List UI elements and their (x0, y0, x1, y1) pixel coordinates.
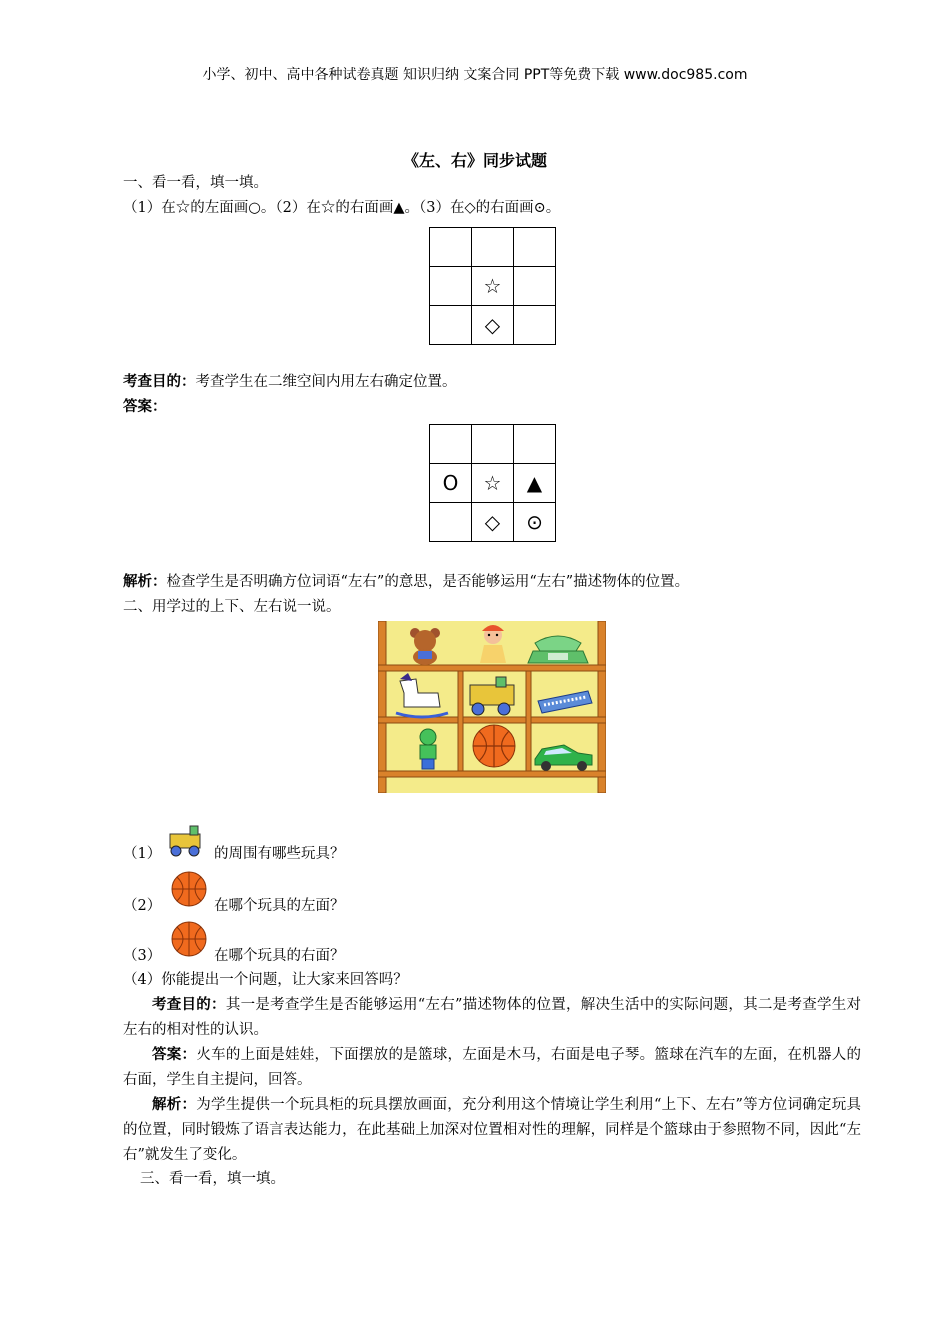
analysis-label: 解析： (123, 574, 167, 590)
grid-cell (430, 503, 472, 542)
circle-cell: O (430, 464, 472, 503)
q4-text: （4）你能提出一个问题，让大家来回答吗？ (123, 972, 408, 988)
analysis-text: 为学生提供一个玩具柜的玩具摆放画面，充分利用这个情境让学生利用“上下、左右”等方位词确定玩具的位置，同时锻炼了语言表达能力，在此基础上加深对位置相对性的理解，同样是个篮球由于参照物不同，因此“左右”就发生了变化。 (123, 1097, 861, 1163)
analysis-label: 解析： (152, 1097, 197, 1113)
basketball-icon (170, 870, 208, 908)
answer-label: 答案： (152, 1047, 197, 1063)
section1-analysis (123, 571, 689, 593)
grid-cell (514, 228, 556, 267)
answer-text: 火车的上面是娃娃，下面摆放的是篮球，左面是木马，右面是电子琴。篮球在汽车的左面，在机器人的右面，学生自主提问，回答。 (123, 1047, 862, 1088)
q3-text: 在哪个玩具的右面？ (214, 948, 345, 964)
analysis-text: 检查学生是否明确方位词语“左右”的意思，是否能够运用“左右”描述物体的位置。 (166, 574, 690, 590)
grid-cell (514, 425, 556, 464)
grid-cell (514, 267, 556, 306)
section3-heading: 三、看一看，填一填。 (140, 1171, 285, 1187)
grid-cell (430, 306, 472, 345)
grid-cell (514, 306, 556, 345)
section1-instruction: （1）在☆的左面画○。（2）在☆的右面画▲。（3）在◇的右面画⊙。 (123, 200, 561, 216)
page-header: 小学、初中、高中各种试卷真题 知识归纳 文案合同 PPT等免费下载 www.doc985.com (202, 67, 748, 83)
basketball-icon (170, 920, 208, 958)
q3-number: （3） (123, 948, 162, 964)
section1-purpose (123, 371, 457, 393)
dot-circle-cell: ⊙ (514, 503, 556, 542)
page-title: 《左、右》同步试题 (402, 151, 547, 170)
purpose-label: 考查目的： (152, 997, 226, 1013)
section2-heading: 二、用学过的上下、左右说一说。 (123, 599, 341, 615)
section2-answer (123, 1043, 861, 1093)
section1-heading: 一、看一看，填一填。 (123, 175, 268, 191)
q2-text: 在哪个玩具的左面？ (214, 898, 345, 914)
section2-purpose (123, 993, 861, 1043)
purpose-label: 考查目的： (123, 374, 196, 390)
diamond-cell: ◇ (472, 306, 514, 345)
q2-number: （2） (123, 898, 162, 914)
grid-cell (430, 228, 472, 267)
purpose-text: 其一是考查学生是否能够运用“左右”描述物体的位置，解决生活中的实际问题，其二是考查学生对左右的相对性的认识。 (123, 997, 862, 1038)
toy-shelf-image (378, 621, 606, 793)
q1-number: （1） (123, 846, 162, 862)
question-grid (429, 227, 556, 345)
grid-cell (430, 267, 472, 306)
diamond-cell: ◇ (472, 503, 514, 542)
answer-grid (429, 424, 556, 542)
robot-icon (420, 729, 436, 769)
star-cell: ☆ (472, 267, 514, 306)
star-cell: ☆ (472, 464, 514, 503)
toy-train-icon (166, 824, 208, 858)
purpose-text: 考查学生在二维空间内用左右确定位置。 (195, 374, 457, 390)
basketball-icon (473, 725, 515, 767)
section2-analysis (123, 1093, 861, 1168)
q1-text: 的周围有哪些玩具？ (214, 846, 345, 862)
triangle-cell: ▲ (514, 464, 556, 503)
grid-cell (472, 228, 514, 267)
answer-label: 答案： (123, 399, 167, 415)
grid-cell (430, 425, 472, 464)
grid-cell (472, 425, 514, 464)
